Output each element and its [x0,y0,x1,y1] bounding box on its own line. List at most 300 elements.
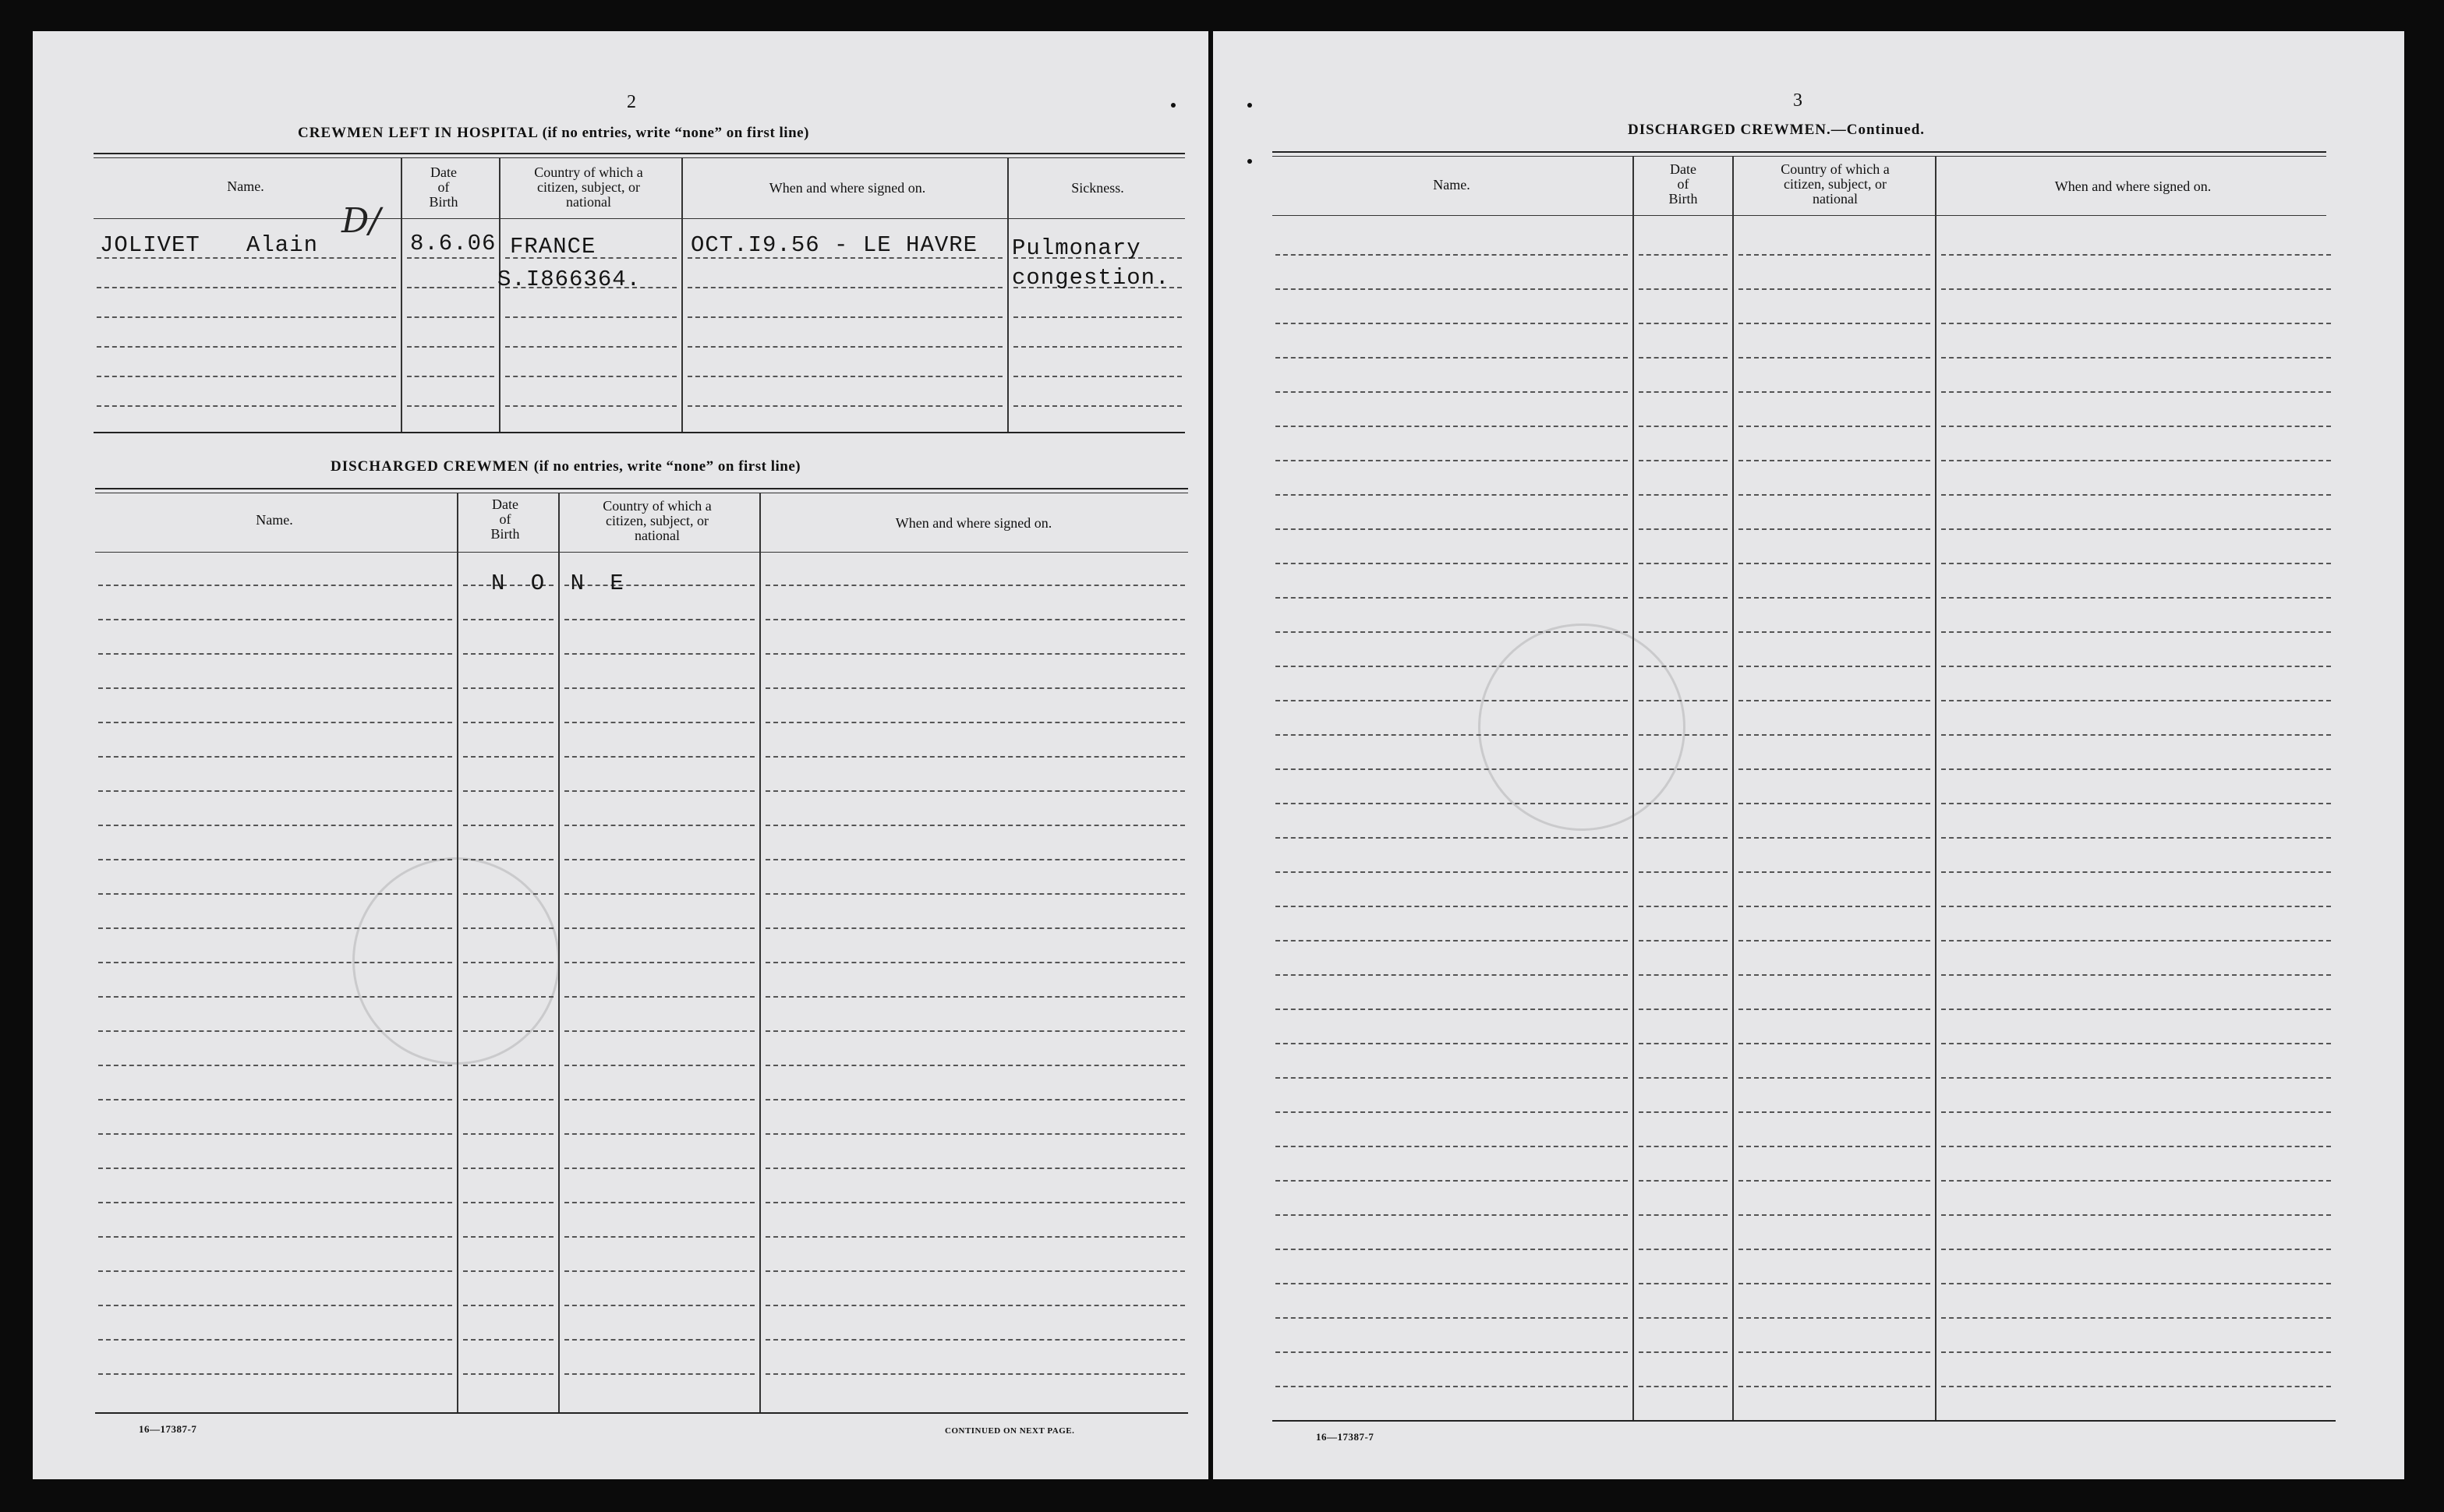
entry-line [1639,391,1728,393]
continued-header-rule [1272,215,2326,216]
entry-line [564,756,755,758]
hospital-col-divider [1007,157,1009,432]
continued-col-divider [1935,156,1936,1422]
dob-line-2: of [1677,176,1689,192]
faint-stamp [352,857,560,1065]
entry-line [1941,254,2331,256]
entry-line [1738,597,1930,599]
binding-hole-dot [1247,159,1252,164]
crewman-country: FRANCE [510,234,596,260]
entry-line [1275,871,1628,873]
entry-line [688,316,1003,318]
entry-line [1275,563,1628,564]
entry-line [1639,871,1728,873]
entry-line [97,287,396,288]
entry-line [564,1133,755,1135]
entry-line [1738,974,1930,976]
discharged-header-rule [95,552,1188,553]
right-page [1213,31,2404,1479]
entry-line [1941,288,2331,290]
entry-line [766,962,1185,963]
entry-line [98,585,452,586]
entry-line [1941,528,2331,530]
hospital-col-dob-header [401,165,486,210]
entry-line [1738,940,1930,941]
entry-line [463,1168,554,1169]
entry-line [1738,494,1930,496]
entry-line [97,316,396,318]
entry-line [1275,494,1628,496]
page-number: 2 [627,92,636,112]
entry-line [1275,323,1628,324]
entry-line [1275,1180,1628,1182]
entry-line [463,1133,554,1135]
entry-line [1639,426,1728,427]
entry-line [1013,376,1182,377]
entry-line [564,619,755,620]
dob-line-3: Birth [429,194,458,210]
entry-line [1275,357,1628,359]
entry-line [1941,871,2331,873]
faint-stamp [1478,624,1685,831]
entry-line [1941,357,2331,359]
entry-line [1941,1386,2331,1387]
entry-line [1013,405,1182,407]
entry-line [766,1133,1185,1135]
entry-line [1738,1249,1930,1250]
entry-line [1738,1386,1930,1387]
hospital-col-signed-header: When and where signed on. [769,180,926,196]
entry-line [1639,460,1728,461]
entry-line [1941,1009,2331,1010]
entry-line [1275,906,1628,907]
entry-line [1941,1249,2331,1250]
entry-line [688,405,1003,407]
continued-note: CONTINUED ON NEXT PAGE. [945,1426,1075,1436]
entry-line [766,722,1185,723]
crewman-sickness-line-1: Pulmonary [1012,235,1141,261]
discharged-title-note: (if no entries, write “none” on first line) [533,458,801,475]
entry-line [463,619,554,620]
entry-line [1639,940,1728,941]
page-number: 3 [1793,90,1802,111]
hospital-bottom-rule [94,432,1185,433]
entry-line [463,1339,554,1341]
entry-line [766,893,1185,895]
entry-line [98,1236,452,1238]
entry-line [505,346,677,348]
entry-line [564,893,755,895]
entry-line [1738,734,1930,736]
entry-line [1941,940,2331,941]
entry-line [564,1168,755,1169]
entry-line [766,859,1185,860]
crewman-id-number: S.I866364. [497,267,642,292]
binding-hole-dot [1247,103,1252,108]
crewman-sickness-line-2: congestion. [1012,265,1170,291]
dob-line-1: Date [1670,161,1696,177]
entry-line [1639,323,1728,324]
entry-line [98,1270,452,1272]
form-code: 16—17387-7 [139,1423,197,1435]
entry-line [1275,837,1628,839]
entry-line [1275,1283,1628,1284]
entry-line [1275,1351,1628,1353]
entry-line [1275,1043,1628,1044]
entry-line [1738,1111,1930,1113]
entry-line [564,825,755,826]
discharged-col-country-header [560,499,755,543]
entry-line [564,1236,755,1238]
entry-line [688,346,1003,348]
entry-line [1941,974,2331,976]
country-line-1: Country of which a [1781,161,1890,177]
entry-line [407,346,494,348]
entry-line [1639,357,1728,359]
entry-line [463,1373,554,1375]
entry-line [1275,426,1628,427]
entry-line [1275,288,1628,290]
entry-line [1941,768,2331,770]
entry-line [564,1373,755,1375]
entry-line [564,1030,755,1032]
entry-line [1941,1146,2331,1147]
entry-line [1738,871,1930,873]
entry-line [1738,1009,1930,1010]
entry-line [564,653,755,655]
entry-line [1738,1351,1930,1353]
entry-line [1738,700,1930,701]
entry-line [564,1202,755,1203]
hospital-section-title [298,125,809,142]
entry-line [1639,1283,1728,1284]
entry-line [97,376,396,377]
crewman-given-name: Alain [246,232,319,258]
entry-line [1941,700,2331,701]
entry-line [1275,528,1628,530]
entry-line [98,1133,452,1135]
entry-line [505,376,677,377]
country-line-2: citizen, subject, or [1784,176,1887,192]
discharged-col-name-header: Name. [256,512,293,528]
entry-line [1941,906,2331,907]
entry-line [98,790,452,792]
entry-line [98,1373,452,1375]
entry-line [98,825,452,826]
entry-line [1738,906,1930,907]
entry-line [1738,631,1930,633]
entry-line [766,1030,1185,1032]
entry-line [766,1168,1185,1169]
dob-line-2: of [499,511,511,527]
hospital-col-sickness-header: Sickness. [1071,180,1124,196]
hospital-col-divider [401,157,402,432]
left-page [33,31,1208,1479]
entry-line [1738,1077,1930,1079]
entry-line [564,1270,755,1272]
entry-line [97,405,396,407]
entry-line [564,1305,755,1306]
entry-line [505,316,677,318]
entry-line [564,687,755,689]
entry-line [98,1339,452,1341]
entry-line [1275,1317,1628,1319]
entry-line [766,1065,1185,1066]
country-line-3: national [566,194,611,210]
entry-line [766,927,1185,929]
entry-line [1941,426,2331,427]
entry-line [1639,1146,1728,1147]
entry-line [407,316,494,318]
entry-line [1738,1283,1930,1284]
entry-line [1738,1317,1930,1319]
entry-line [1275,1214,1628,1216]
continued-col-name-header: Name. [1433,177,1470,193]
entry-line [463,687,554,689]
entry-line [766,825,1185,826]
dob-line-3: Birth [490,526,520,542]
hospital-header-rule [94,218,1185,219]
entry-line [505,405,677,407]
entry-line [766,790,1185,792]
entry-line [1275,254,1628,256]
entry-line [1941,666,2331,667]
hospital-col-divider [681,157,683,432]
entry-line [1738,391,1930,393]
entry-line [98,722,452,723]
entry-line [1941,1077,2331,1079]
continued-top-rule [1272,151,2326,153]
entry-line [1738,1214,1930,1216]
entry-line [1275,1386,1628,1387]
entry-line [1941,803,2331,804]
entry-line [1013,316,1182,318]
dob-line-1: Date [492,496,518,512]
entry-line [1013,346,1182,348]
entry-line [1639,288,1728,290]
entry-line [98,653,452,655]
hospital-col-divider [499,157,500,432]
entry-line [1639,974,1728,976]
entry-line [1639,631,1728,633]
entry-line [1738,803,1930,804]
continued-col-divider [1732,156,1734,1422]
entry-line [1639,1077,1728,1079]
entry-line [564,790,755,792]
entry-line [1639,1043,1728,1044]
entry-line [1275,1009,1628,1010]
entry-line [1738,563,1930,564]
continued-col-country-header [1734,162,1936,207]
entry-line [98,1305,452,1306]
entry-line [766,1236,1185,1238]
entry-line [766,996,1185,998]
dob-line-1: Date [430,164,457,180]
discharged-section-title [331,458,801,475]
entry-line [1639,1317,1728,1319]
entry-line [1275,1146,1628,1147]
country-line-1: Country of which a [603,498,712,514]
entry-line [1941,460,2331,461]
discharged-bottom-rule [95,1412,1188,1414]
entry-line [1639,906,1728,907]
entry-line [564,1065,755,1066]
dob-line-3: Birth [1668,191,1698,207]
entry-line [98,859,452,860]
entry-line [1639,563,1728,564]
entry-line [463,1065,554,1066]
discharged-top-rule [95,488,1188,489]
entry-line [1941,734,2331,736]
entry-line [1275,597,1628,599]
country-line-3: national [1813,191,1858,207]
entry-line [463,653,554,655]
country-line-1: Country of which a [534,164,643,180]
entry-line [766,1373,1185,1375]
entry-line [1738,288,1930,290]
form-code: 16—17387-7 [1316,1431,1374,1443]
entry-line [766,1339,1185,1341]
entry-line [1738,1146,1930,1147]
hospital-top-rule-2 [94,157,1185,158]
entry-line [766,1270,1185,1272]
entry-line [1639,837,1728,839]
handwritten-mark: D/ [341,201,381,241]
entry-line [1941,1283,2331,1284]
entry-line [1941,597,2331,599]
entry-line [407,376,494,377]
entry-line [1738,1180,1930,1182]
continued-col-dob-header [1634,162,1732,207]
entry-line [98,756,452,758]
entry-line [1639,1351,1728,1353]
entry-line [1941,837,2331,839]
crewman-dob: 8.6.06 [410,231,497,256]
entry-line [1941,1351,2331,1353]
entry-line [1639,1249,1728,1250]
entry-line [1941,1317,2331,1319]
entry-line [1941,1180,2331,1182]
entry-line [1738,528,1930,530]
entry-line [1275,1249,1628,1250]
entry-line [1738,323,1930,324]
hospital-top-rule [94,153,1185,154]
entry-line [766,1099,1185,1100]
entry-line [1639,254,1728,256]
entry-line [407,405,494,407]
entry-line [1738,768,1930,770]
entry-line [463,722,554,723]
country-line-2: citizen, subject, or [606,513,709,528]
entry-line [1941,323,2331,324]
entry-line [564,996,755,998]
binding-hole-dot [1171,103,1176,108]
entry-line [1639,1111,1728,1113]
continued-section-title: DISCHARGED CREWMEN.—Continued. [1628,122,1926,138]
entry-line [97,346,396,348]
continued-col-signed-header: When and where signed on. [2054,178,2212,194]
entry-line [98,1065,452,1066]
discharged-col-signed-header: When and where signed on. [895,515,1052,531]
hospital-col-country-header [499,165,678,210]
entry-line [1275,974,1628,976]
entry-line [1941,494,2331,496]
entry-line [564,927,755,929]
entry-line [1738,666,1930,667]
entry-line [1738,426,1930,427]
entry-line [1275,940,1628,941]
entry-line [1275,460,1628,461]
entry-line [688,376,1003,377]
continued-bottom-rule [1272,1420,2336,1422]
entry-line [98,687,452,689]
entry-line [1738,1043,1930,1044]
entry-line [463,825,554,826]
entry-line [407,257,494,259]
entry-line [564,962,755,963]
entry-line [564,859,755,860]
hospital-title-text: CREWMEN LEFT IN HOSPITAL [298,125,538,141]
entry-line [1941,391,2331,393]
entry-line [98,619,452,620]
entry-line [766,1305,1185,1306]
entry-line [463,1236,554,1238]
entry-line [766,756,1185,758]
entry-line [463,1270,554,1272]
entry-line [766,1202,1185,1203]
entry-line [1738,357,1930,359]
country-line-2: citizen, subject, or [537,179,640,195]
country-line-3: national [635,528,680,543]
entry-line [564,1099,755,1100]
entry-line [463,1202,554,1203]
dob-line-2: of [437,179,450,195]
entry-line [766,585,1185,586]
entry-line [1941,563,2331,564]
entry-line [1639,494,1728,496]
entry-line [98,1099,452,1100]
continued-top-rule-2 [1272,156,2326,157]
entry-line [1738,460,1930,461]
entry-line [98,1202,452,1203]
entry-line [1275,1077,1628,1079]
discharged-col-dob-header [458,497,552,542]
crewman-surname: JOLIVET [100,232,200,258]
entry-line [1738,837,1930,839]
entry-line [463,756,554,758]
entry-line [1639,1009,1728,1010]
crewman-signed-on: OCT.I9.56 - LE HAVRE [691,232,978,258]
hospital-col-name-header: Name. [227,178,264,194]
entry-line [766,687,1185,689]
entry-line [1941,1214,2331,1216]
entry-line [564,1339,755,1341]
entry-line [463,1099,554,1100]
hospital-title-note: (if no entries, write “none” on first line) [542,125,809,141]
entry-line [766,653,1185,655]
entry-line [564,722,755,723]
entry-line [1941,1043,2331,1044]
entry-line [1275,391,1628,393]
entry-line [1639,1180,1728,1182]
entry-line [1639,597,1728,599]
entry-line [463,1305,554,1306]
entry-line [407,287,494,288]
entry-line [1941,1111,2331,1113]
entry-line [463,790,554,792]
entry-line [1275,1111,1628,1113]
entry-line [1639,1214,1728,1216]
